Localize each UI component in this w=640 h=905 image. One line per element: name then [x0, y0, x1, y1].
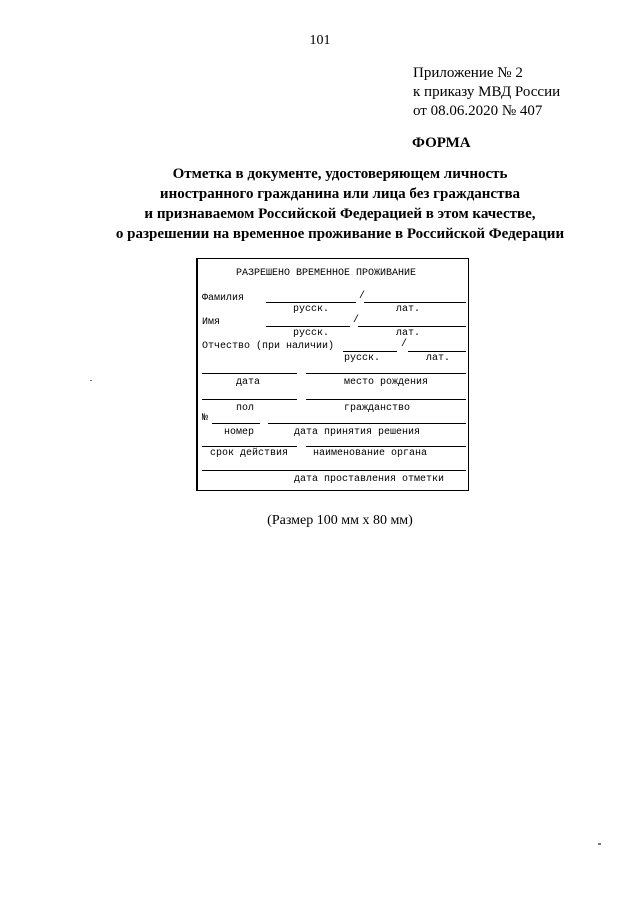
- stamp-form-box: [196, 258, 469, 491]
- surname-lat-line: [364, 302, 466, 303]
- name-lat-line: [358, 326, 466, 327]
- patronymic-lat-caption: лат.: [426, 353, 451, 364]
- page-number: 101: [309, 33, 331, 48]
- authority-label: наименование органа: [313, 448, 428, 459]
- surname-label: Фамилия: [202, 293, 245, 304]
- decision-date-label: дата принятия решения: [294, 427, 421, 438]
- mark-date-line: [293, 470, 466, 471]
- surname-rus-line: [266, 302, 356, 303]
- title-line-2: иностранного гражданина или лица без гражданства: [159, 186, 521, 202]
- sex-line: [202, 399, 297, 400]
- validity-line: [202, 446, 297, 447]
- number-line: [212, 423, 260, 424]
- number-label: номер: [224, 427, 255, 438]
- mark-date-label: дата проставления отметки: [294, 474, 445, 485]
- validity-label: срок действия: [210, 448, 289, 459]
- name-label: Имя: [202, 317, 221, 328]
- name-slash: /: [353, 315, 360, 326]
- title-line-4: о разрешении на временное проживание в Российской Федерации: [115, 226, 565, 242]
- scan-speck: [598, 843, 601, 845]
- birth-date-line: [202, 373, 297, 374]
- form-label: ФОРМА: [412, 135, 471, 151]
- size-note: (Размер 100 мм х 80 мм): [267, 513, 413, 528]
- patronymic-slash: /: [401, 339, 408, 350]
- citizenship-label: гражданство: [344, 403, 411, 414]
- birthplace-label: место рождения: [344, 377, 429, 388]
- sex-label: пол: [236, 403, 255, 414]
- appendix-line-3: от 08.06.2020 № 407: [413, 103, 543, 119]
- appendix-line-2: к приказу МВД России: [413, 84, 561, 100]
- birth-date-label: дата: [236, 377, 261, 388]
- birthplace-line: [306, 373, 466, 374]
- name-rus-line: [266, 326, 350, 327]
- scan-speck: [90, 380, 92, 381]
- signature-line: [202, 470, 297, 471]
- citizenship-line: [306, 399, 466, 400]
- surname-lat-caption: лат.: [396, 304, 421, 315]
- patronymic-label: Отчество (при наличии): [202, 341, 335, 352]
- patronymic-lat-line: [408, 351, 466, 352]
- name-lat-caption: лат.: [396, 328, 421, 339]
- surname-rus-caption: русск.: [293, 304, 330, 315]
- name-rus-caption: русск.: [293, 328, 330, 339]
- title-line-3: и признаваемом Российской Федерацией в этом качестве,: [144, 206, 536, 222]
- decision-date-line: [268, 423, 466, 424]
- patronymic-rus-line: [343, 351, 397, 352]
- surname-slash: /: [359, 291, 366, 302]
- number-sign: №: [202, 413, 209, 424]
- patronymic-rus-caption: русск.: [344, 353, 381, 364]
- stamp-heading: РАЗРЕШЕНО ВРЕМЕННОЕ ПРОЖИВАНИЕ: [236, 268, 417, 279]
- title-line-1: Отметка в документе, удостоверяющем личность: [172, 166, 508, 182]
- appendix-line-1: Приложение № 2: [413, 65, 523, 81]
- authority-line: [306, 446, 466, 447]
